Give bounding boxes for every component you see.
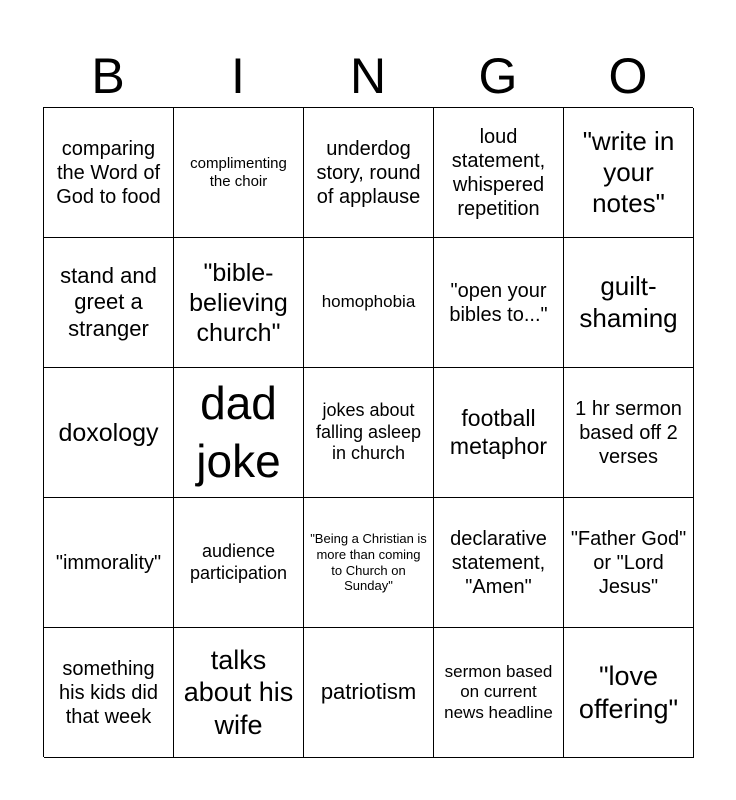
bingo-cell[interactable] [304, 238, 434, 368]
bingo-cell[interactable] [304, 368, 434, 498]
bingo-cell[interactable] [174, 368, 304, 498]
bingo-cell[interactable] [564, 108, 694, 238]
bingo-cell[interactable] [174, 108, 304, 238]
bingo-cell[interactable] [564, 498, 694, 628]
bingo-board [43, 107, 693, 757]
cell-text: "write in your notes" [582, 125, 675, 219]
bingo-cell[interactable] [434, 628, 564, 758]
cell-text: homophobia [321, 292, 416, 312]
cell-text: sermon based on current news headline [444, 661, 553, 722]
bingo-cell[interactable] [44, 238, 174, 368]
header-letter-n: N [349, 48, 387, 104]
bingo-cell[interactable] [564, 368, 694, 498]
bingo-cell[interactable] [434, 368, 564, 498]
bingo-cell[interactable] [174, 628, 304, 758]
cell-text: patriotism [320, 679, 417, 705]
cell-text: "immorality" [55, 551, 162, 574]
cell-text: "bible-believing church" [189, 258, 288, 347]
bingo-cell[interactable] [44, 498, 174, 628]
cell-text: declarative statement, "Amen" [450, 527, 547, 598]
bingo-cell[interactable] [174, 498, 304, 628]
cell-text: football metaphor [449, 404, 548, 459]
cell-text: complimenting the choir [190, 154, 287, 190]
header-letter-b: B [91, 48, 125, 104]
cell-text: something his kids did that week [59, 657, 158, 728]
cell-text: "open your bibles to..." [449, 279, 548, 326]
bingo-cell[interactable] [304, 498, 434, 628]
header-letter-g: G [478, 48, 518, 104]
cell-text: 1 hr sermon based off 2 verses [575, 397, 682, 468]
bingo-header [43, 45, 693, 107]
bingo-cell[interactable] [304, 628, 434, 758]
cell-text: "Being a Christian is more than coming to Church on Sunday" [310, 531, 427, 594]
bingo-cell[interactable] [174, 238, 304, 368]
bingo-cell[interactable] [434, 108, 564, 238]
cell-text: jokes about falling asleep in church [315, 400, 422, 464]
cell-text: underdog story, round of applause [316, 137, 421, 208]
cell-text: "Father God" or "Lord Jesus" [570, 527, 687, 598]
bingo-cell[interactable] [304, 108, 434, 238]
cell-text: guilt-shaming [579, 271, 678, 333]
cell-text: talks about his wife [183, 644, 294, 740]
header-letter-o: O [608, 48, 648, 104]
cell-text: comparing the Word of God to food [56, 137, 161, 208]
cell-text: "love offering" [578, 661, 679, 724]
header-letter-i: I [231, 48, 245, 104]
bingo-cell[interactable] [434, 238, 564, 368]
bingo-cell[interactable] [44, 628, 174, 758]
bingo-cell[interactable] [564, 238, 694, 368]
cell-text: stand and greet a stranger [60, 262, 157, 341]
cell-text: dad joke [196, 377, 281, 487]
cell-text: doxology [58, 418, 159, 447]
cell-text: loud statement, whispered repetition [451, 125, 546, 220]
bingo-cell[interactable] [434, 498, 564, 628]
bingo-cell[interactable] [564, 628, 694, 758]
cell-text: audience participation [189, 540, 288, 583]
bingo-cell[interactable] [44, 108, 174, 238]
bingo-cell[interactable] [44, 368, 174, 498]
